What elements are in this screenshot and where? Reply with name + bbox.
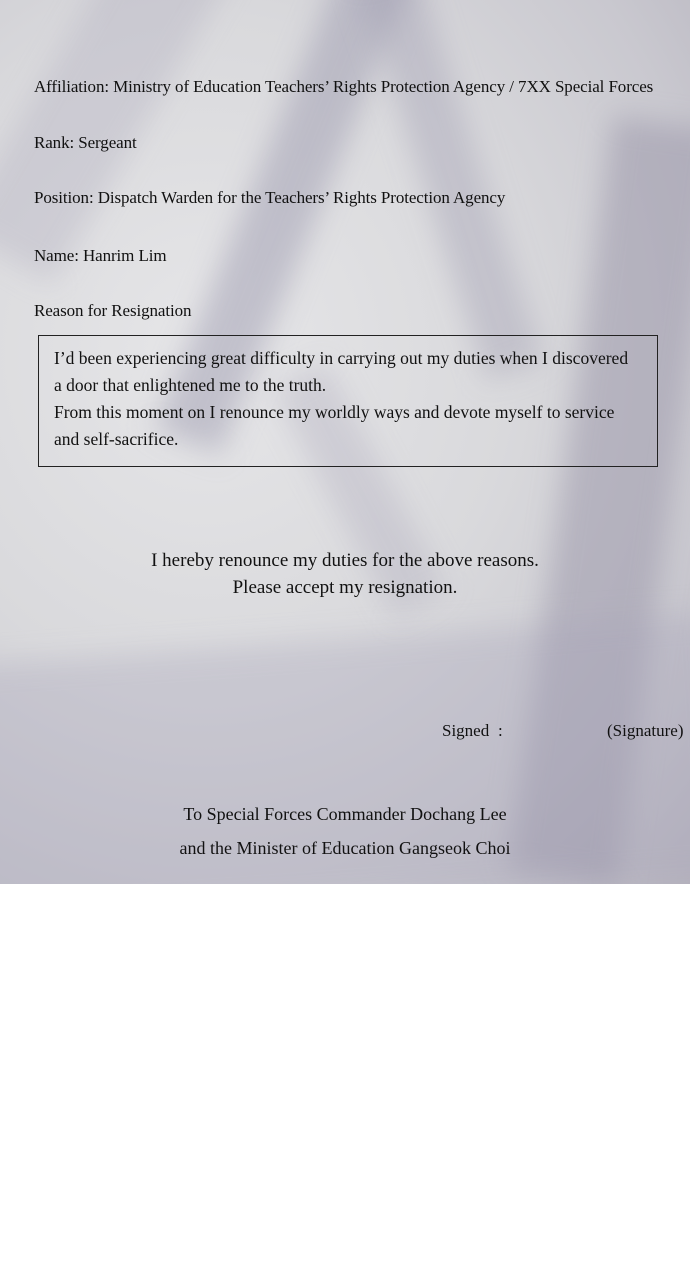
rank-line: Rank: Sergeant <box>34 133 137 152</box>
reason-text-line: a door that enlightened me to the truth. <box>54 375 327 395</box>
declaration-line: Please accept my resignation. <box>232 577 458 598</box>
affiliation-line: Affiliation: Ministry of Education Teachers’ Rights Protection Agency / 7XX Special Forces <box>34 77 654 96</box>
position-line: Position: Dispatch Warden for the Teachers’ Rights Protection Agency <box>34 188 506 207</box>
name-line: Name: Hanrim Lim <box>34 246 167 265</box>
reason-heading: Reason for Resignation <box>34 301 192 320</box>
reason-text-line: From this moment on I renounce my worldly ways and devote myself to service <box>54 402 615 422</box>
addressee-line: and the Minister of Education Gangseok Choi <box>179 838 511 858</box>
signed-separator: : <box>498 721 503 740</box>
declaration-line: I hereby renounce my duties for the above reasons. <box>151 550 539 571</box>
shadow-streak <box>508 116 690 884</box>
addressee-line: To Special Forces Commander Dochang Lee <box>183 804 507 824</box>
signature-placeholder: (Signature) <box>607 721 684 740</box>
reason-box <box>38 335 658 467</box>
reason-text-line: and self-sacrifice. <box>54 429 179 449</box>
signed-label: Signed <box>442 721 490 740</box>
reason-text-line: I’d been experiencing great difficulty in carrying out my duties when I discovered <box>54 348 629 368</box>
